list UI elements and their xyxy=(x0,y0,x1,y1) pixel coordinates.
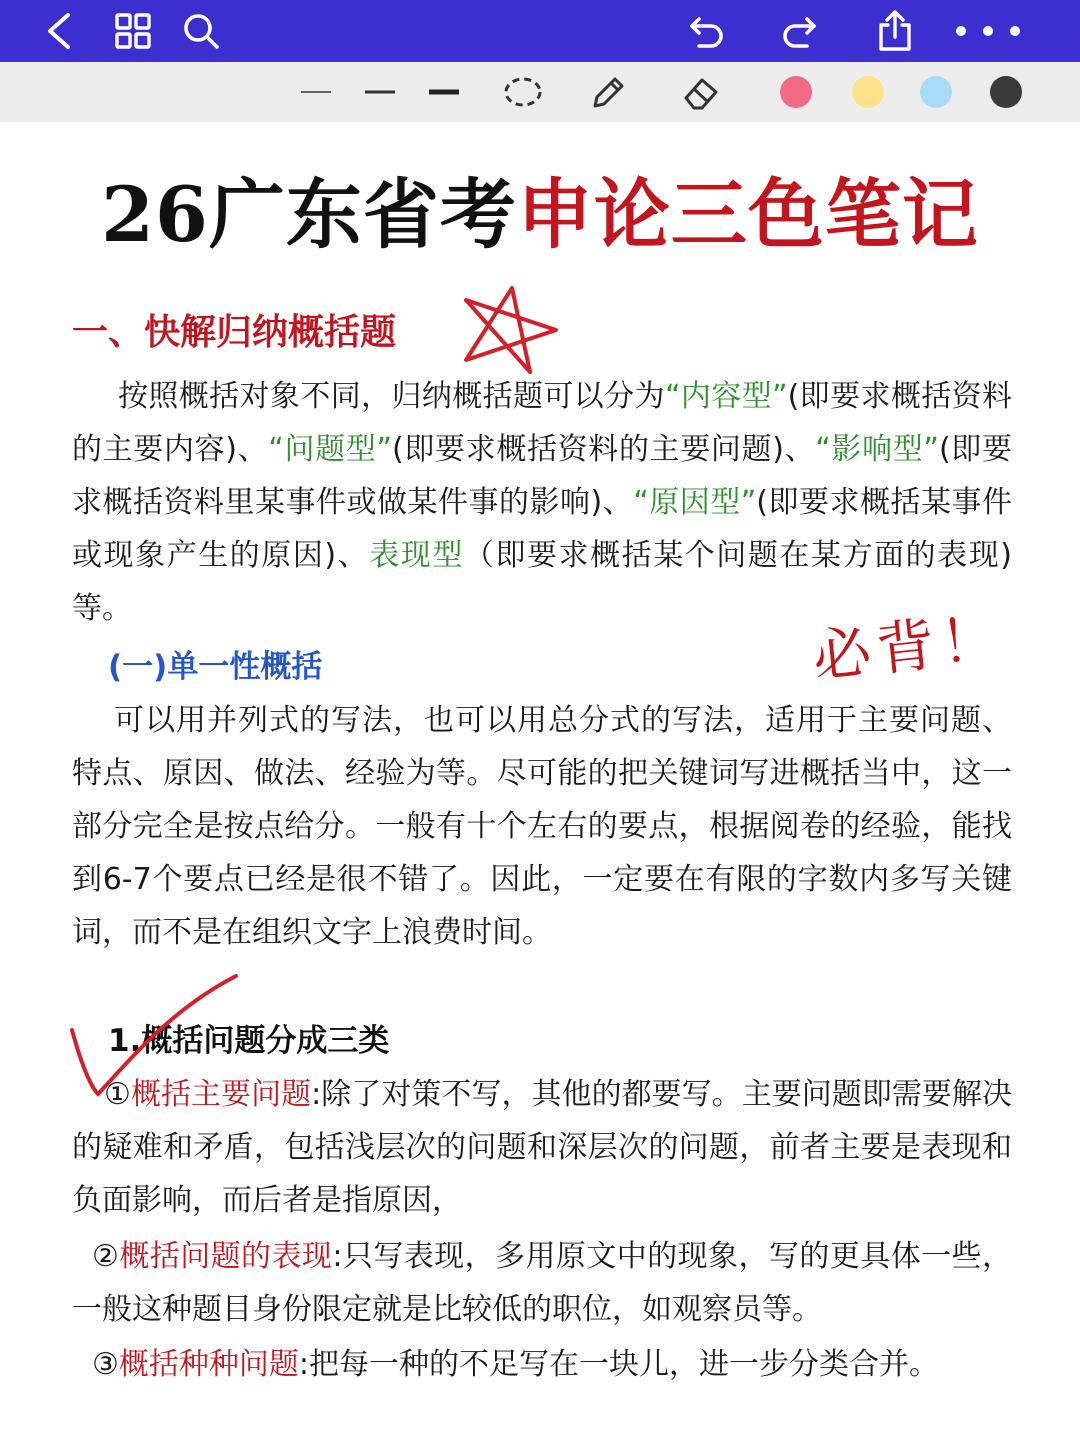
body-text: （即要求概括某个问题在某方面的表现)等。 xyxy=(72,538,1012,626)
item-number: ② xyxy=(92,1239,120,1274)
blue-color-swatch[interactable] xyxy=(916,62,956,122)
keyword-text: “内容型” xyxy=(664,379,788,414)
item-keyword: 概括问题的表现 xyxy=(119,1239,333,1274)
drawing-toolbar xyxy=(0,62,1080,122)
redo-icon[interactable] xyxy=(774,0,824,62)
section-heading-2: (一)单一性概括 xyxy=(108,649,323,685)
title-red: 申论三色笔记 xyxy=(516,170,979,259)
body-text: (即要求概括某事件或现象产生的原因)、 xyxy=(72,485,1012,573)
list-item xyxy=(72,1230,1012,1336)
undo-icon[interactable] xyxy=(682,0,732,62)
body-text: 按照概括对象不同，归纳概括题可以分为 xyxy=(118,379,665,414)
page-title xyxy=(0,170,1080,260)
section1-paragraph xyxy=(72,370,1012,635)
must-memorize-annotation: 必背！ xyxy=(809,603,1008,691)
search-icon[interactable] xyxy=(176,0,226,62)
medium-line-icon[interactable] xyxy=(360,62,400,122)
item-text: :除了对策不写，其他的都要写。主要问题即需要解决的疑难和矛盾，包括浅层次的问题和深层次的问题，前者主要是表现和负面影响，而后者是指原因， xyxy=(72,1077,1013,1218)
keyword-text: “原因型” xyxy=(633,485,757,520)
grid-icon[interactable] xyxy=(108,0,158,62)
thin-line-icon[interactable] xyxy=(296,62,336,122)
list-item xyxy=(92,1338,1012,1391)
eraser-icon[interactable] xyxy=(678,62,724,122)
pink-color-swatch[interactable] xyxy=(776,62,816,122)
item-text: :只写表现，多用原文中的现象，写的更具体一些，一般这种题目身份限定就是比较低的职位，如观察员等。 xyxy=(72,1239,1012,1327)
item-keyword: 概括主要问题 xyxy=(130,1077,312,1112)
back-icon[interactable] xyxy=(34,0,84,62)
body-text: (即要求概括资料里某事件或做某件事的影响)、 xyxy=(72,432,1012,520)
section2-paragraph: 可以用并列式的写法，也可以用总分式的写法，适用于主要问题、特点、原因、做法、经验为等。尽可能的把关键词写进概括当中，这一部分完全是按点给分。一般有十个左右的要点，根据阅卷的经验，能找到6-7个要点已经是很不错了。因此，一定要在有限的字数内多写关键词，而不是在组织文字上浪费时间。 xyxy=(72,703,1012,950)
title-black: 26广东省考 xyxy=(101,170,517,259)
item-number: ① xyxy=(104,1077,131,1112)
note-page[interactable] xyxy=(0,122,1080,1440)
yellow-color-swatch[interactable] xyxy=(848,62,888,122)
more-icon[interactable] xyxy=(948,0,1028,62)
section-heading-1: 一、快解归纳概括题 xyxy=(72,312,397,353)
keyword-text: 表现型 xyxy=(369,538,464,573)
thick-line-icon[interactable] xyxy=(424,62,464,122)
item-keyword: 概括种种问题 xyxy=(118,1347,299,1382)
keyword-text: “问题型” xyxy=(268,432,392,467)
body-text: (即要求概括资料的主要问题)、 xyxy=(392,432,816,467)
pencil-icon[interactable] xyxy=(584,62,630,122)
body-text: (即要求概括资料的主要内容)、 xyxy=(72,379,1012,467)
item-number: ③ xyxy=(92,1347,119,1382)
black-color-swatch[interactable] xyxy=(986,62,1026,122)
lasso-icon[interactable] xyxy=(500,62,546,122)
list-item xyxy=(72,1068,1012,1227)
section-heading-3: 1.概括问题分成三类 xyxy=(108,1023,390,1059)
share-icon[interactable] xyxy=(868,0,922,62)
top-app-bar xyxy=(0,0,1080,62)
keyword-text: “影响型” xyxy=(815,432,939,467)
item-text: :把每一种的不足写在一块儿，进一步分类合并。 xyxy=(298,1347,940,1382)
